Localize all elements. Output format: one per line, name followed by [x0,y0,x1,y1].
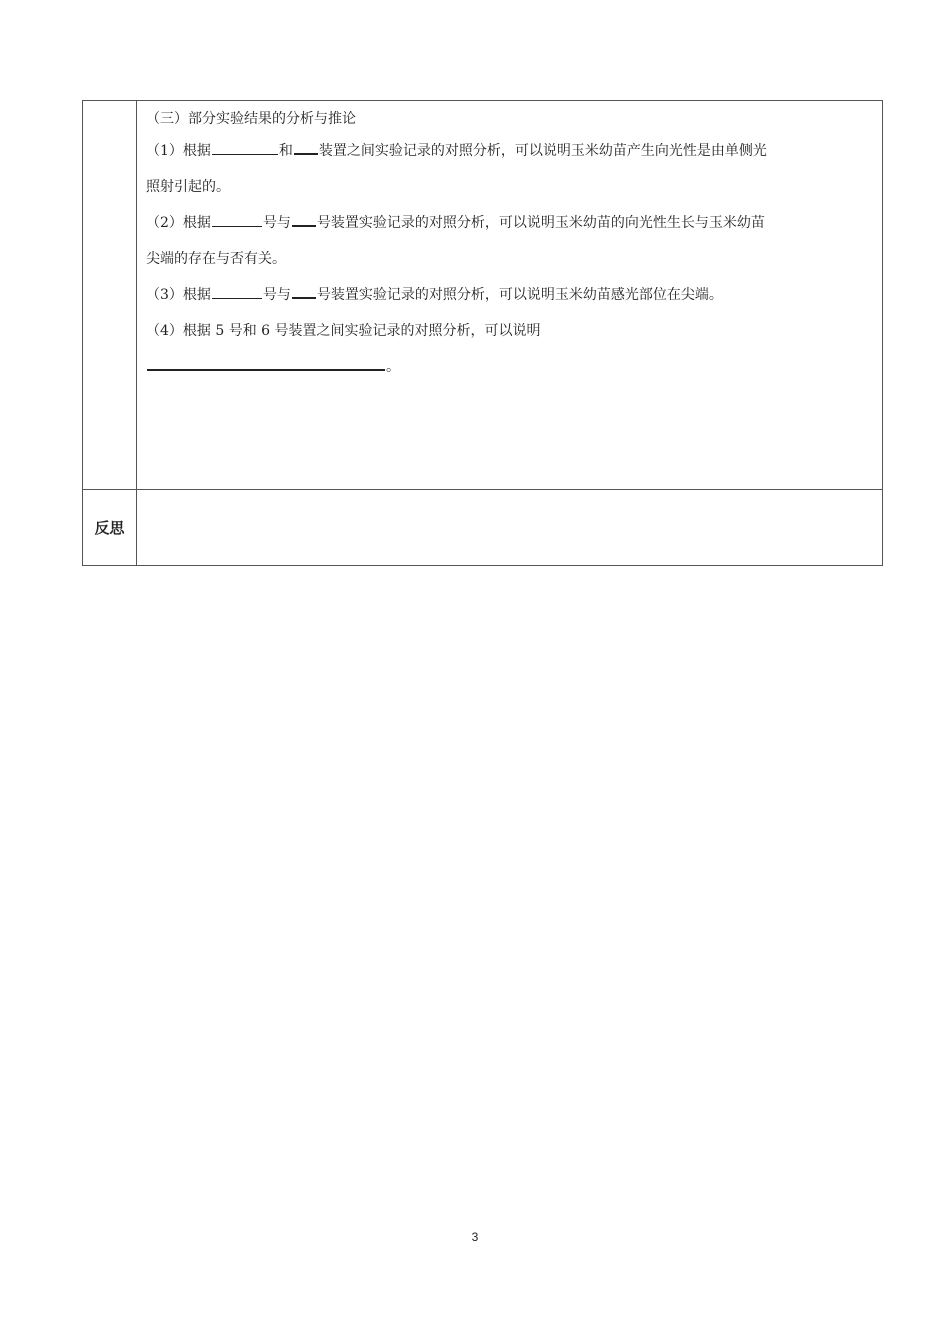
answer-blank-3a[interactable] [212,282,262,299]
answer-blank-1b[interactable] [294,137,318,155]
question-2 [146,205,872,241]
question-3-suffix: 号装置实验记录的对照分析，可以说明玉米幼苗感光部位在尖端。 [316,287,723,303]
answer-blank-4[interactable] [147,353,385,371]
question-4: （4）根据 5 号和 6 号装置之间实验记录的对照分析，可以说明 [146,323,541,339]
analysis-row [83,101,883,490]
question-1-prefix: （1）根据 [146,143,211,159]
reflection-label-cell [83,490,137,566]
question-4-end: 。 [386,359,400,375]
analysis-content-cell [137,101,883,490]
question-2-mid: 号与 [262,215,291,231]
analysis-label-cell [83,101,137,490]
reflection-label: 反思 [94,519,125,537]
reflection-content-cell[interactable] [137,490,883,566]
question-3-mid: 号与 [262,287,291,303]
question-1-mid: 和 [278,143,293,159]
answer-blank-2a[interactable] [212,210,262,227]
question-2-prefix: （2）根据 [146,215,211,231]
question-3-prefix: （3）根据 [146,287,211,303]
question-2-suffix: 号装置实验记录的对照分析，可以说明玉米幼苗的向光性生长与玉米幼苗 [316,215,765,231]
question-1 [146,133,872,169]
answer-blank-2b[interactable] [292,209,316,227]
answer-blank-3b[interactable] [292,281,316,299]
section-heading: （三）部分实验结果的分析与推论 [146,111,356,127]
question-4-answer-line [146,349,872,385]
reflection-row [83,490,883,566]
worksheet-table [82,100,883,566]
answer-blank-1a[interactable] [212,138,278,155]
page-number: 3 [471,1230,479,1244]
question-2-continuation: 尖端的存在与否有关。 [146,251,286,267]
question-1-continuation: 照射引起的。 [146,179,230,195]
question-3 [146,277,872,313]
question-1-suffix: 装置之间实验记录的对照分析，可以说明玉米幼苗产生向光性是由单侧光 [318,143,767,159]
analysis-content [137,101,882,385]
